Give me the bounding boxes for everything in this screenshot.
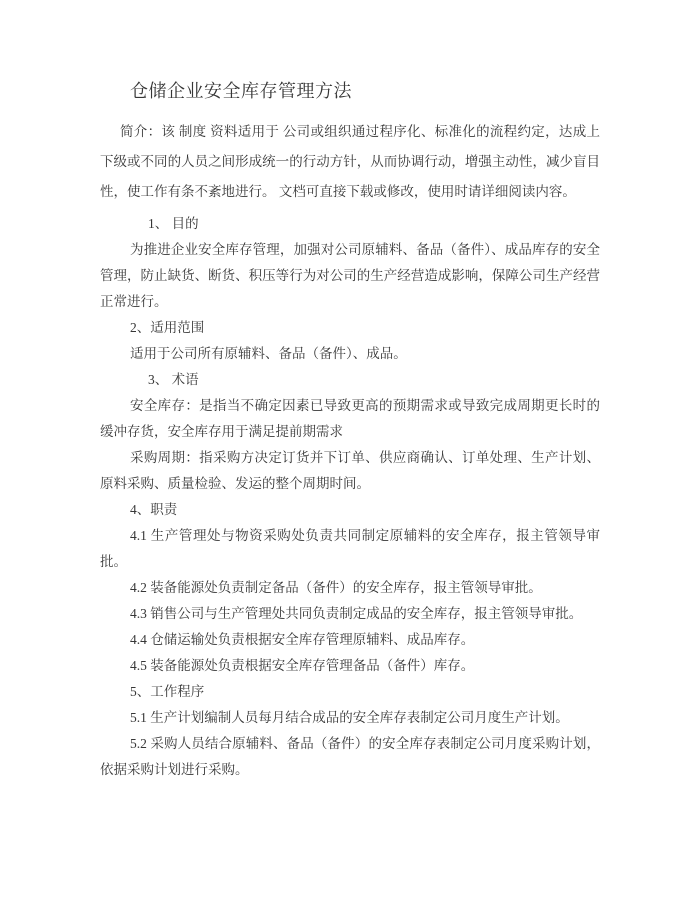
- paragraph: 为推进企业安全库存管理，加强对公司原辅料、备品（备件）、成品库存的安全管理，防止缺货、断货、积压等行为对公司的生产经营造成影响，保障公司生产经营正常进行。: [100, 242, 600, 309]
- section-heading-scope: 2、适用范围: [130, 320, 205, 335]
- section-heading-duties: 4、职责: [130, 502, 178, 517]
- doc-title: 仓储企业安全库存管理方法: [130, 81, 352, 101]
- paragraph: 采购周期：指采购方决定订货并下订单、供应商确认、订单处理、生产计划、原料采购、质量检验、发运的整个周期时间。: [100, 450, 600, 491]
- paragraph: 安全库存：是指当不确定因素已导致更高的预期需求或导致完成周期更长时的缓冲存货，安全库存用于满足提前期需求: [100, 398, 600, 439]
- paragraph: 4.1 生产管理处与物资采购处负责共同制定原辅料的安全库存，报主管领导审批。: [100, 528, 600, 569]
- paragraph: 4.4 仓储运输处负责根据安全库存管理原辅料、成品库存。: [130, 632, 475, 647]
- paragraph: 4.5 装备能源处负责根据安全库存管理备品（备件）库存。: [130, 658, 475, 673]
- paragraph: 4.3 销售公司与生产管理处共同负责制定成品的安全库存，报主管领导审批。: [130, 606, 583, 621]
- section-heading-purpose: 1、 目的: [148, 216, 199, 231]
- section-heading-procedure: 5、工作程序: [130, 684, 205, 699]
- paragraph: 5.2 采购人员结合原辅料、备品（备件）的安全库存表制定公司月度采购计划，依据采购计划进行采购。: [100, 736, 600, 777]
- paragraph: 5.1 生产计划编制人员每月结合成品的安全库存表制定公司月度生产计划。: [130, 710, 569, 725]
- paragraph: 4.2 装备能源处负责制定备品（备件）的安全库存，报主管领导审批。: [130, 580, 542, 595]
- section-heading-terms: 3、 术语: [148, 372, 199, 387]
- intro-paragraph: 简介：该 制度 资料适用于 公司或组织通过程序化、标准化的流程约定，达成上下级或不同的人员之间形成统一的行动方针，从而协调行动，增强主动性，减少盲目性，使工作有条不紊地进行。 文档可直接下载或修改，使用时请详细阅读内容。: [100, 124, 600, 199]
- paragraph: 适用于公司所有原辅料、备品（备件）、成品。: [130, 346, 407, 361]
